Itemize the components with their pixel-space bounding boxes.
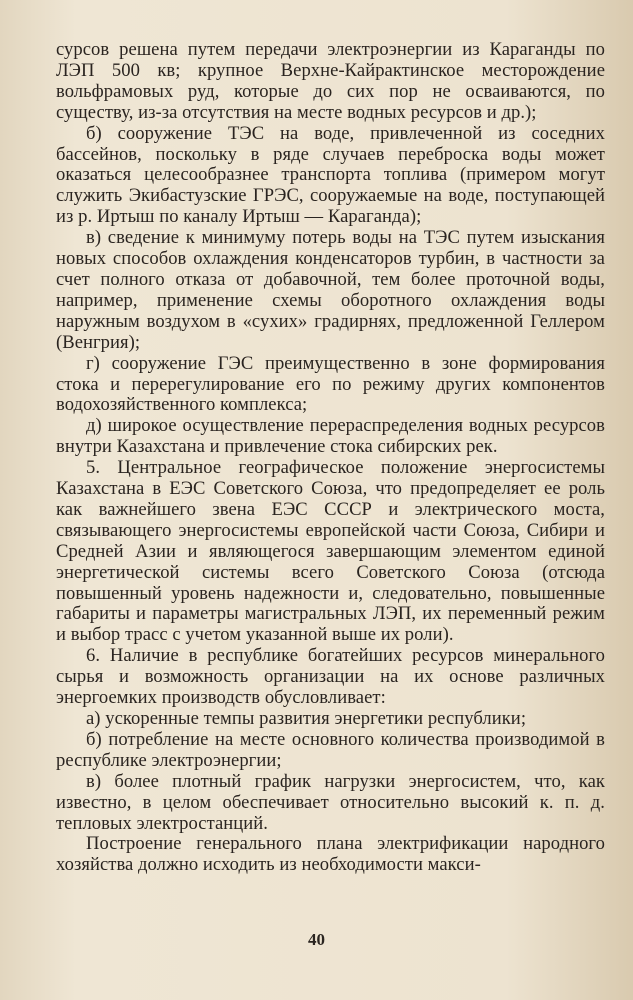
paragraph-item-g: г) сооружение ГЭС преимущественно в зоне формирования стока и перерегулирование его по режиму других компонентов водохозяйственного комплекса; [56, 352, 605, 416]
paragraph-closing: Построение генерального плана электрификации народного хозяйства должно исходить из необходимости макси- [56, 833, 605, 876]
paragraph-point-6: 6. Наличие в республике богатейших ресурсов минерального сырья и возможность организации на их основе различных энергоемких производств обусловливает: [56, 645, 605, 709]
paragraph-item-d: д) широкое осуществление перераспределения водных ресурсов внутри Казахстана и привлечение стока сибирских рек. [56, 415, 605, 458]
paragraph-item-b2: б) потребление на месте основного количества производимой в республике электроэнергии; [56, 728, 605, 771]
paragraph-point-5: 5. Центральное географическое положение энергосистемы Казахстана в ЕЭС Советского Союза, что предопределяет ее роль как важнейшего звена ЕЭС СССР и электрического моста, связывающего энергосистемы европейской части Союза, Сибири и Средней Азии и являющегося завершающим элементом единой энергетической системы всего Советского Союза (отсюда повышенный уровень надежности и, следовательно, повышенные габариты и параметры магистральных ЛЭП, их переменный режим и выбор трасс с учетом указанной выше их роли). [56, 457, 605, 646]
paragraph-item-v: в) сведение к минимуму потерь воды на ТЭС путем изыскания новых способов охлаждения конденсаторов турбин, в частности за счет полного отказа от добавочной, тем более проточной воды, например, применение схемы оборотного охлаждения воды наружным воздухом в «сухих» градирнях, предложенной Геллером (Венгрия); [56, 227, 605, 353]
body-text [56, 40, 605, 876]
paragraph-item-a: а) ускоренные темпы развития энергетики республики; [86, 708, 527, 729]
paragraph-continuation: сурсов решена путем передачи электроэнергии из Караганды по ЛЭП 500 кв; крупное Верхне-Кайрактинское месторождение вольфрамовых руд, которые до сих пор не осваиваются, по существу, из-за отсутствия на месте водных ресурсов и др.); [56, 39, 605, 123]
paragraph-item-b: б) сооружение ТЭС на воде, привлеченной из соседних бассейнов, поскольку в ряде случаев переброска воды может оказаться целесообразнее транспорта топлива (примером могут служить Экибастузские ГРЭС, сооружаемые на воде, поступающей из р. Иртыш по каналу Иртыш — Караганда); [56, 122, 605, 228]
paragraph-item-v2: в) более плотный график нагрузки энергосистем, что, как известно, в целом обеспечивает относительно высокий к. п. д. тепловых электростанций. [56, 770, 605, 834]
page-number: 40 [308, 930, 325, 949]
